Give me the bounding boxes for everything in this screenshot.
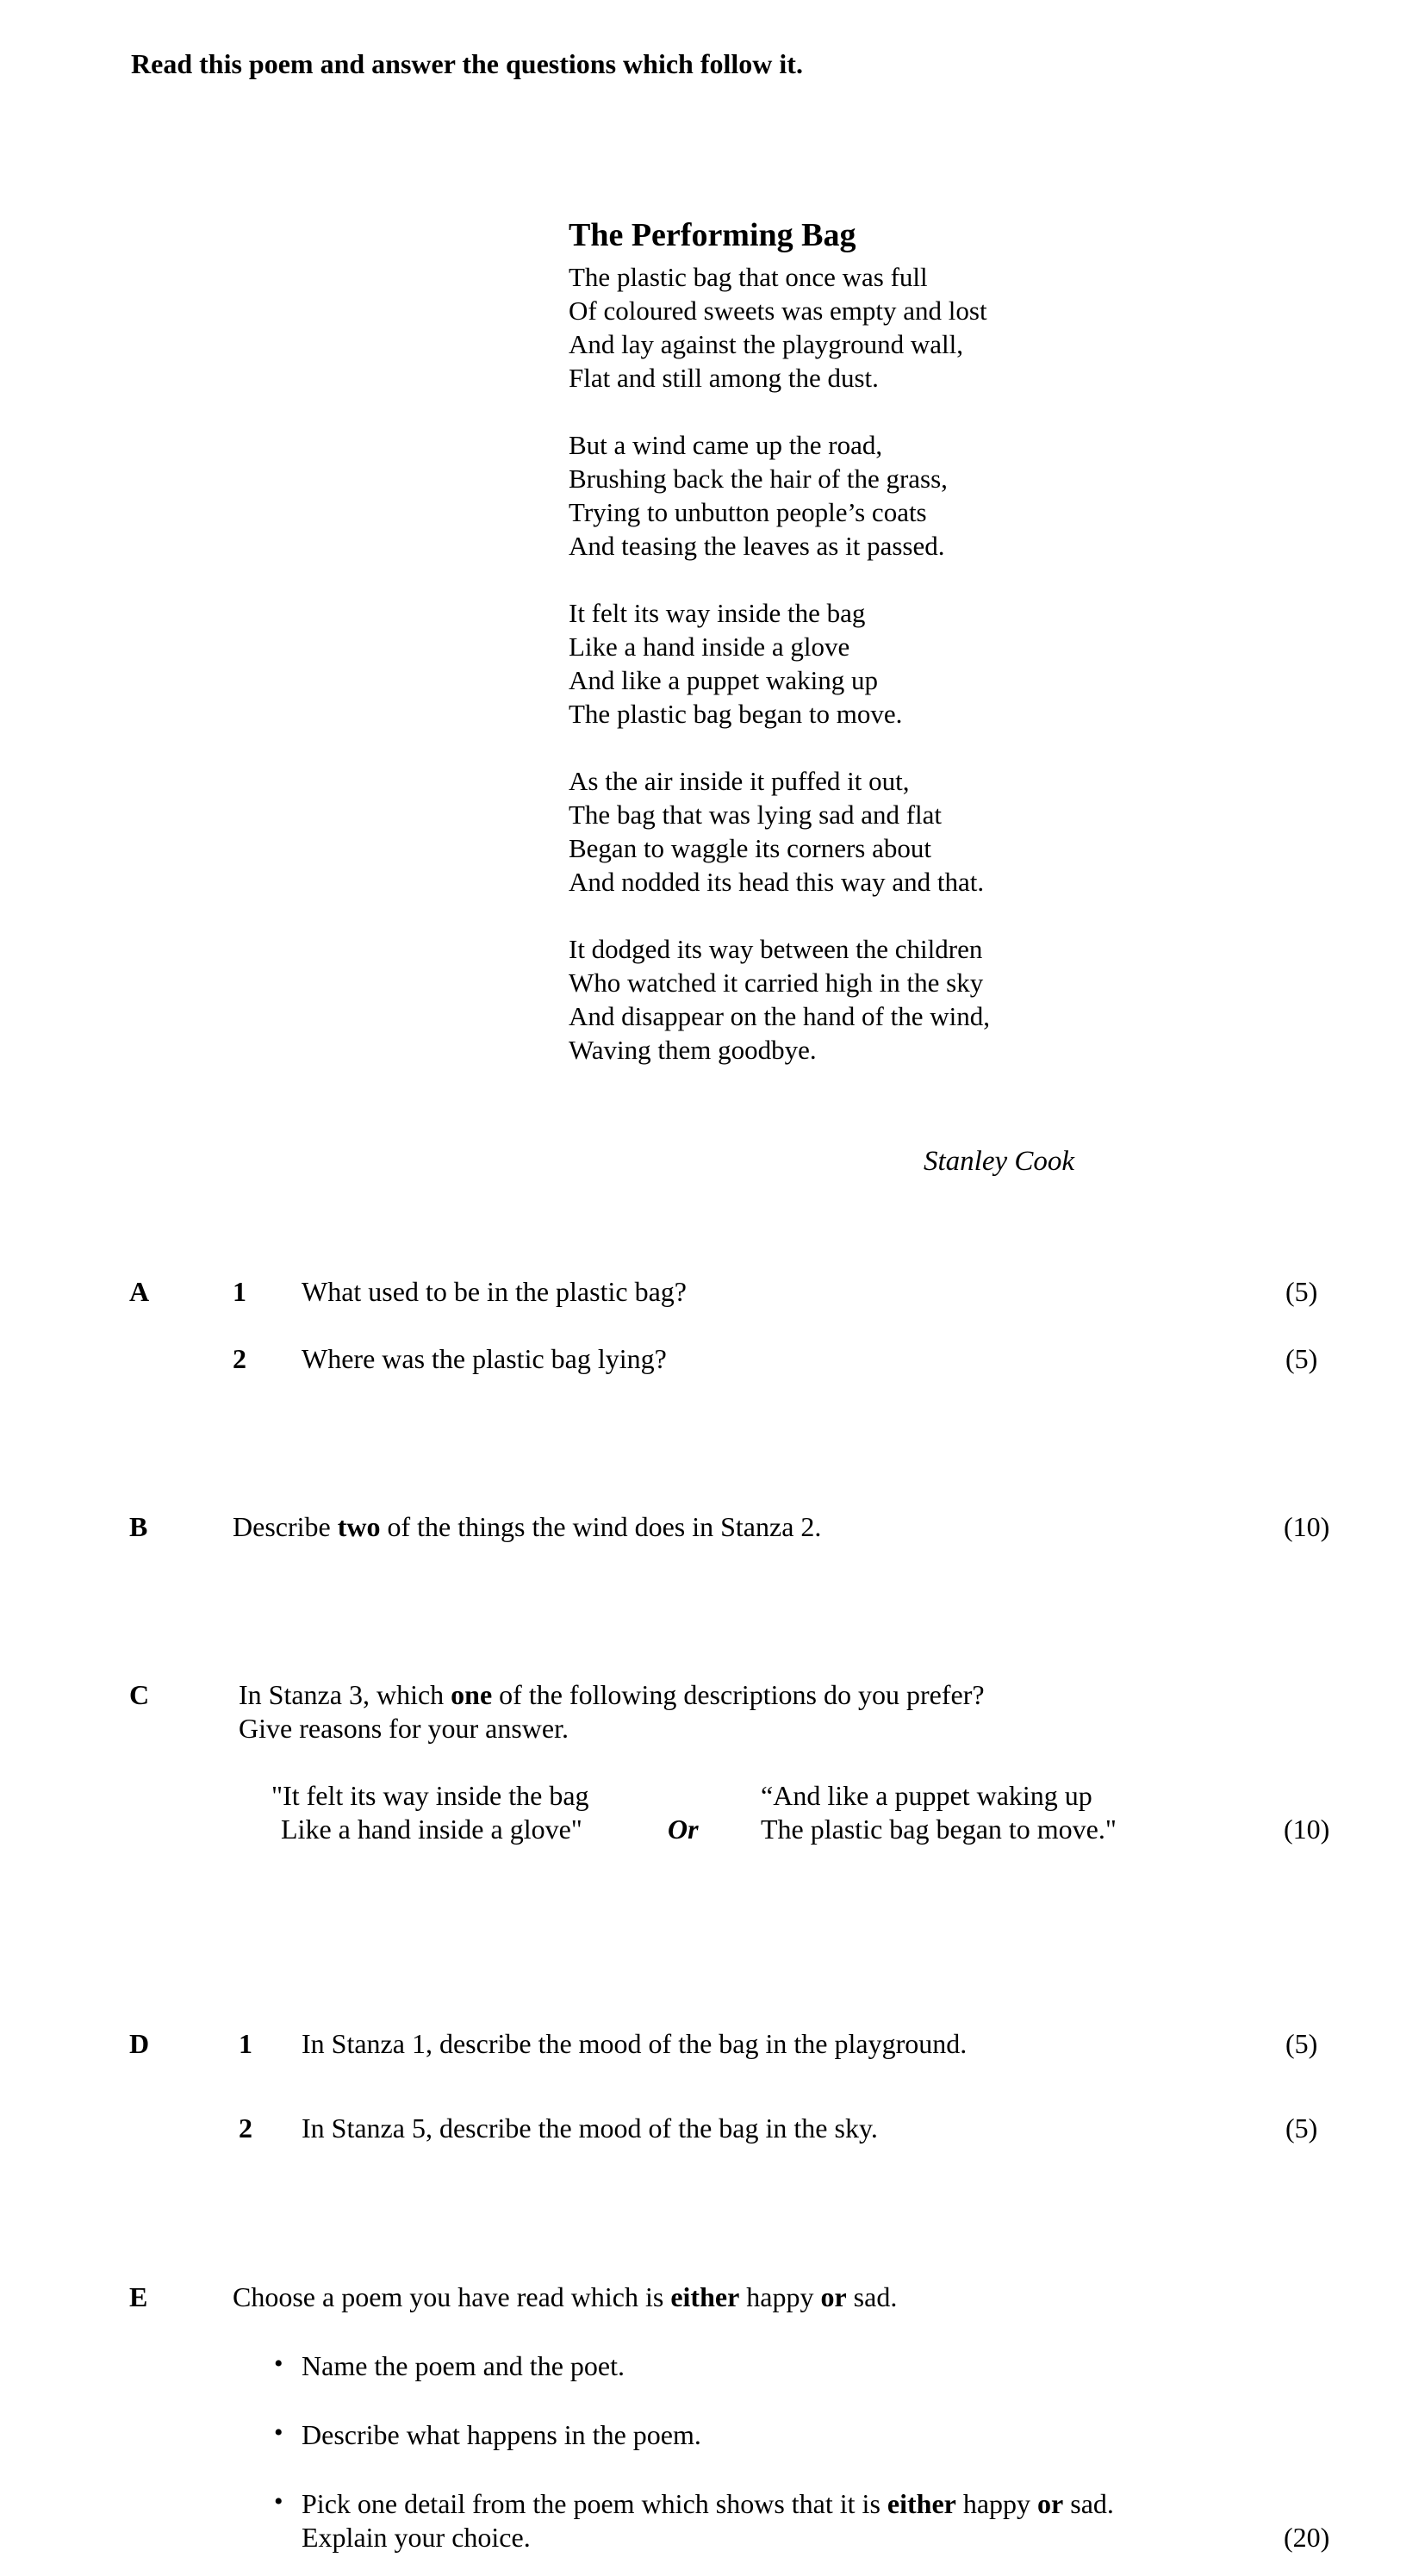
poem-line: It felt its way inside the bag (569, 598, 866, 628)
poem-author: Stanley Cook (924, 1146, 1075, 1177)
quote-option-2-line-1: “And like a puppet waking up (761, 1780, 1092, 1811)
instruction-heading: Read this poem and answer the questions which follow it. (131, 48, 803, 79)
stanza-3 (569, 596, 990, 731)
bullet-icon: • (274, 2487, 283, 2516)
poem-line: Of coloured sweets was empty and lost (569, 296, 987, 326)
emphasis: or (820, 2281, 847, 2312)
question-text (233, 1510, 821, 1544)
poem (569, 215, 990, 1100)
question-number: 2 (233, 1343, 246, 1374)
question-text-part: sad. (846, 2281, 898, 2312)
poem-line: The plastic bag that once was full (569, 262, 928, 292)
bullet-text-part: Pick one detail from the poem which shows that it is (302, 2488, 887, 2519)
poem-line: Flat and still among the dust. (569, 363, 879, 393)
poem-line: The bag that was lying sad and flat (569, 800, 943, 830)
emphasis: either (670, 2281, 740, 2312)
poem-line: And nodded its head this way and that. (569, 867, 985, 897)
stanza-2 (569, 428, 990, 563)
bullet-text: Explain your choice. (302, 2522, 531, 2553)
poem-line: Began to waggle its corners about (569, 833, 931, 863)
quote-option-1-line-2: Like a hand inside a glove" (281, 1814, 582, 1845)
question-number: 1 (233, 1276, 246, 1307)
poem-line: Brushing back the hair of the grass, (569, 464, 948, 494)
question-text: Give reasons for your answer. (239, 1713, 569, 1744)
question-marks: (5) (1285, 2112, 1318, 2144)
question-text-part: of the following descriptions do you prefer? (492, 1679, 985, 1710)
bullet-icon: • (274, 2418, 283, 2447)
poem-line: Like a hand inside a glove (569, 632, 850, 662)
poem-line: And disappear on the hand of the wind, (569, 1001, 990, 1031)
emphasis: two (337, 1511, 381, 1542)
section-label-c: C (129, 1679, 150, 1710)
question-marks: (20) (1284, 2522, 1330, 2553)
bullet-text: Name the poem and the poet. (302, 2350, 625, 2381)
question-text: What used to be in the plastic bag? (302, 1276, 687, 1307)
quote-option-1-line-1: "It felt its way inside the bag (271, 1780, 589, 1811)
bullet-text (302, 2487, 1114, 2521)
poem-line: It dodged its way between the children (569, 934, 983, 964)
question-marks: (10) (1284, 1511, 1330, 1542)
bullet-icon: • (274, 2349, 283, 2378)
section-label-b: B (129, 1511, 148, 1542)
poem-line: And teasing the leaves as it passed. (569, 531, 945, 561)
question-text (233, 2280, 897, 2314)
question-marks: (10) (1284, 1814, 1330, 1845)
emphasis: either (887, 2488, 956, 2519)
question-text-part: Describe (233, 1511, 338, 1542)
stanza-4 (569, 764, 990, 899)
question-number: 2 (239, 2112, 252, 2144)
poem-line: But a wind came up the road, (569, 430, 883, 460)
poem-line: Who watched it carried high in the sky (569, 968, 984, 998)
question-text-part: In Stanza 3, which (239, 1679, 451, 1710)
question-marks: (5) (1285, 1343, 1318, 1374)
question-text: In Stanza 5, describe the mood of the bag in the sky. (302, 2112, 878, 2144)
emphasis: one (451, 1679, 493, 1710)
section-label-e: E (129, 2281, 148, 2312)
question-text-part: of the things the wind does in Stanza 2. (380, 1511, 822, 1542)
bullet-text: Describe what happens in the poem. (302, 2419, 701, 2450)
poem-line: Waving them goodbye. (569, 1035, 817, 1065)
quote-option-2-line-2: The plastic bag began to move." (761, 1814, 1117, 1845)
or-separator: Or (668, 1814, 699, 1845)
question-number: 1 (239, 2028, 252, 2059)
poem-line: Trying to unbutton people’s coats (569, 497, 927, 527)
stanza-1 (569, 260, 990, 395)
question-text-part: Choose a poem you have read which is (233, 2281, 671, 2312)
bullet-text-part: happy (955, 2488, 1038, 2519)
question-text-part: happy (739, 2281, 821, 2312)
question-text (239, 1678, 985, 1712)
poem-title: The Performing Bag (569, 217, 856, 253)
stanza-5 (569, 932, 990, 1067)
bullet-text-part: sad. (1063, 2488, 1114, 2519)
section-label-a: A (129, 1276, 150, 1307)
poem-line: And lay against the playground wall, (569, 329, 964, 359)
question-marks: (5) (1285, 2028, 1318, 2059)
poem-line: And like a puppet waking up (569, 665, 879, 695)
question-text: Where was the plastic bag lying? (302, 1343, 667, 1374)
poem-line: As the air inside it puffed it out, (569, 766, 910, 796)
question-marks: (5) (1285, 1276, 1318, 1307)
question-text: In Stanza 1, describe the mood of the bag in the playground. (302, 2028, 968, 2059)
poem-line: The plastic bag began to move. (569, 699, 903, 729)
section-label-d: D (129, 2028, 150, 2059)
emphasis: or (1037, 2488, 1064, 2519)
